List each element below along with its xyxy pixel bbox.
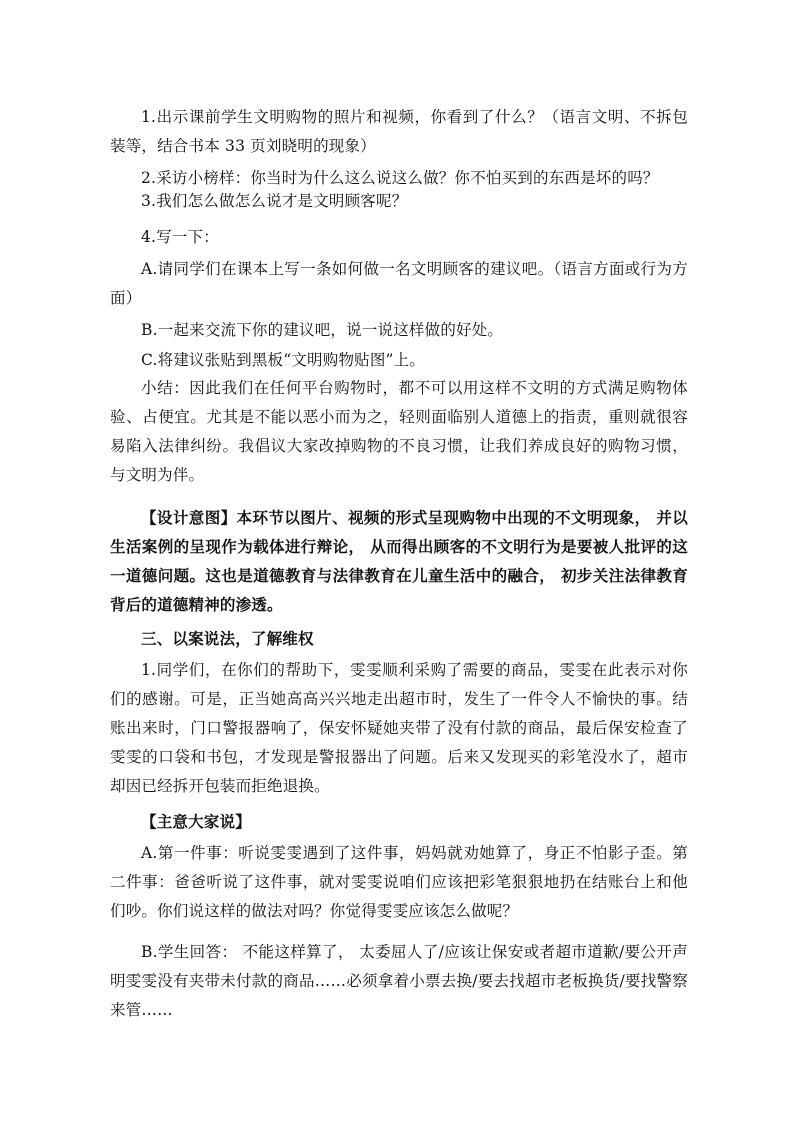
summary-paragraph: 小结：因此我们在任何平台购物时，都不可以用这样不文明的方式满足购物体验、占便宜。尤其是不能以恶小而为之，轻则面临别人道德上的指责，重则就很容易陷入法律纠纷。我倡议大家改掉购物的不良习惯，让我们养成良好的购物习惯，与文明为伴。 (110, 379, 688, 484)
paragraph-a: A.第一件事：听说雯雯遇到了这件事，妈妈就劝她算了，身正不怕影子歪。第二件事：爸爸听说了这件事，就对雯雯说咱们应该把彩笔狠狠地扔在结账台上和他们吵。你们说这样的做法对吗？你觉得雯雯应该怎么做呢？ (110, 844, 688, 920)
paragraph-5: A.请同学们在课本上写一条如何做一名文明顾客的建议吧。（语言方面或行为方面） (110, 260, 688, 307)
section-heading: 三、以案说法，了解维权 (141, 629, 314, 648)
paragraph-4: 4.写一下： (141, 228, 219, 246)
paragraph-7: C.将建议张贴到黑板“文明购物贴图”上。 (141, 351, 426, 369)
case-paragraph: 1.同学们，在你们的帮助下，雯雯顺利采购了需要的商品，雯雯在此表示对你们的感谢。可是，正当她高高兴兴地走出超市时，发生了一件令人不愉快的事。结账出来时，门口警报器响了，保安怀疑她夹带了没有付款的商品，最后保安检查了雯雯的口袋和书包，才发现是警报器出了问题。后来又发现买的彩笔没水了，超市却因已经拆开包装而拒绝退换。 (110, 661, 688, 795)
paragraph-2: 2.采访小榜样：你当时为什么这么说这么做？你不怕买到的东西是坏的吗？ (141, 169, 659, 187)
discussion-heading: 【主意大家说】 (141, 812, 251, 831)
paragraph-b: B.学生回答： 不能这样算了， 太委屈人了/应该让保安或者超市道歉/要公开声明雯雯没有夹带未付款的商品……必须拿着小票去换/要去找超市老板换货/要找警察来管…… (110, 943, 688, 1019)
paragraph-6: B.一起来交流下你的建议吧，说一说这样做的好处。 (141, 321, 504, 339)
design-intent-paragraph: 【设计意图】本环节以图片、视频的形式呈现购物中出现的不文明现象， 并以生活案例的呈现作为载体进行辩论， 从而得出顾客的不文明行为是要被人批评的这一道德问题。这也是道德教育与法律教育在儿童生活中的融合， 初步关注法律教育背后的道德精神的渗透。 (110, 508, 688, 614)
paragraph-1: 1.出示课前学生文明购物的照片和视频，你看到了什么？（语言文明、不拆包装等，结合书本 33 页刘晓明的现象） (110, 108, 688, 155)
paragraph-3: 3.我们怎么做怎么说才是文明顾客呢？ (141, 192, 408, 210)
